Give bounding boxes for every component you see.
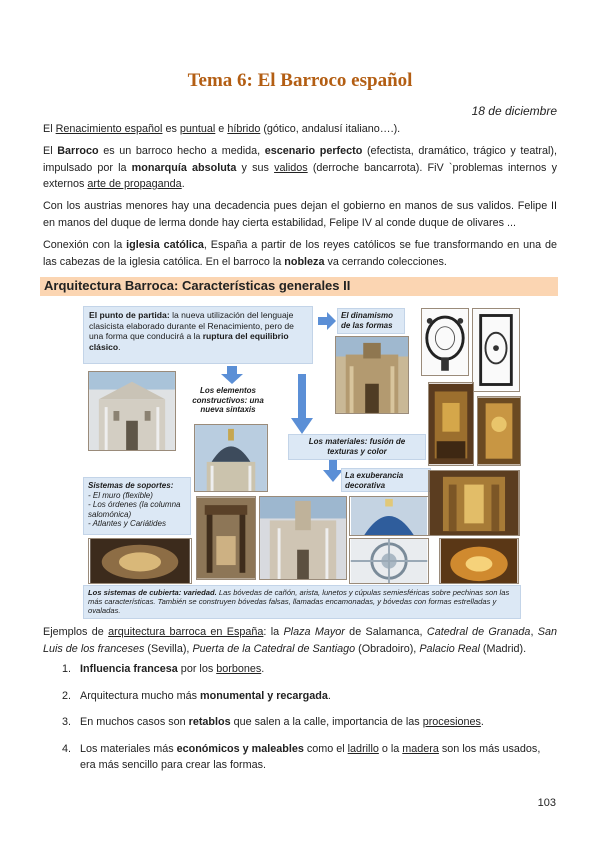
example-san-luis: San Luis de los franceses xyxy=(43,626,557,655)
text: Arquitectura mucho más xyxy=(80,689,201,702)
text: y sus xyxy=(236,161,275,174)
term-validos: validos xyxy=(274,161,308,174)
floor-plan-image xyxy=(472,308,520,392)
cover-heading: Los sistemas de cubierta: variedad. xyxy=(88,588,217,597)
text: . xyxy=(181,178,185,190)
list-number: 1. xyxy=(62,663,72,675)
supports-item: - El muro (flexible) xyxy=(88,490,153,500)
text: es xyxy=(162,123,180,135)
text: El xyxy=(43,145,58,157)
example-catedral-granada: Catedral de Granada xyxy=(426,626,531,638)
paragraph-renacimiento xyxy=(43,121,557,138)
exuberance-box: La exuberancia decorativa xyxy=(341,468,431,492)
list-item xyxy=(62,688,558,705)
text: , España a partir de los reyes católicos se fue transformando en una de las cabezas de la iglesia católica. En el barroco la xyxy=(43,239,557,268)
blue-dome-image xyxy=(349,496,429,536)
supports-title: Sistemas de soportes: xyxy=(88,481,174,490)
text: (Obradoiro), xyxy=(355,642,420,655)
text: En muchos casos son xyxy=(80,716,189,728)
text: (Madrid). xyxy=(479,642,527,655)
term-nobleza: nobleza xyxy=(284,255,325,268)
paragraph-iglesia xyxy=(43,237,557,270)
text: (efectista, dramático, trágico y teatral), impulsado por la xyxy=(43,145,558,174)
start-box-emphasis: ruptura del equilibrio clásico xyxy=(89,331,289,352)
vault-interior-image xyxy=(88,538,192,584)
text: (derroche bancarrota). FiV `problemas internos y externos xyxy=(43,161,557,190)
term-ladrillo: ladrillo xyxy=(347,742,379,755)
list-emphasis: retablos xyxy=(188,716,231,728)
term-borbones: borbones xyxy=(216,663,262,675)
text: por los xyxy=(177,663,217,675)
list-emphasis: Influencia francesa xyxy=(80,663,178,675)
section-header xyxy=(40,277,558,296)
murcia-cathedral-image xyxy=(259,496,347,580)
cupola-interior-image xyxy=(439,538,519,584)
list-item xyxy=(62,661,558,678)
materials-box: Los materiales: fusión de texturas y color xyxy=(288,434,426,460)
dynamism-box: El dinamismo de las formas xyxy=(337,308,405,334)
altar-interior-image xyxy=(428,382,474,466)
start-box-text: la nueva utilización del lenguaje clasicista elaborado durante el Renacimiento, pero de una forma que conducirá a la xyxy=(89,310,294,341)
term-barroco: Barroco xyxy=(57,145,99,157)
list-emphasis: económicos y maleables xyxy=(176,742,304,755)
start-box-heading: El punto de partida: xyxy=(89,310,170,320)
text: de Salamanca, xyxy=(344,626,427,638)
church-facade-image xyxy=(335,336,409,414)
paragraph-ejemplos xyxy=(43,624,557,657)
text: : la xyxy=(263,626,284,638)
arrow-down-icon xyxy=(221,366,243,384)
list-number: 2. xyxy=(62,689,72,702)
page-title: Tema 6: El Barroco español xyxy=(187,70,413,91)
term-propaganda: arte de propaganda xyxy=(87,178,182,190)
text: e xyxy=(215,123,228,135)
text: Conexión con la xyxy=(43,239,127,251)
list-emphasis: monumental y recargada xyxy=(200,689,328,702)
arrow-down-long-icon xyxy=(291,374,313,434)
list-number: 3. xyxy=(62,716,72,728)
text: como el xyxy=(303,742,348,755)
text: . xyxy=(261,663,265,675)
text: que salen a la calle, importancia de las xyxy=(230,716,423,728)
term-puntual: puntual xyxy=(179,123,216,135)
text: (Sevilla), xyxy=(144,642,193,655)
supports-item: - Los órdenes (la columna salomónica) xyxy=(88,500,181,519)
cover-systems-box xyxy=(83,585,521,619)
text: Ejemplos de xyxy=(43,626,109,638)
supports-box xyxy=(83,477,191,535)
example-palacio-real: Palacio Real xyxy=(419,642,480,655)
text: va cerrando colecciones. xyxy=(324,255,447,268)
ornate-chapel-image xyxy=(428,470,520,536)
paragraph-barroco xyxy=(43,143,557,193)
supports-item: - Atlantes y Cariátides xyxy=(88,519,166,529)
term-monarquia: monarquía absoluta xyxy=(131,161,237,174)
term-arquitectura: arquitectura barroca en España xyxy=(108,626,264,638)
cover-text: Las bóvedas de cañón, arista, lunetos y cúpulas semiesféricas sobre pechinas son las más características. También se construyen bóvedas falsas, llamadas encamonadas, y bóvedas con formas estrelladas y ovaladas. xyxy=(88,588,510,615)
dome-building-image xyxy=(194,424,268,492)
page-number: 103 xyxy=(537,797,556,809)
date-label: 18 de diciembre xyxy=(471,104,557,118)
text: Los materiales más xyxy=(80,742,177,755)
text: . xyxy=(327,689,331,702)
list-item xyxy=(62,714,558,731)
text: o la xyxy=(378,742,403,755)
example-plaza-mayor: Plaza Mayor xyxy=(283,626,345,638)
text: son los más usados, era más sencillo para crear las formas. xyxy=(80,742,541,771)
section-title: Arquitectura Barroca: Características generales II xyxy=(44,278,351,293)
paragraph-austrias: Con los austrias menores hay una decadencia pues dejan el gobierno en manos de sus validos. Felipe II en manos del duque de lerma donde hay cierta estabilidad, Felipe IV al conde duque de olivares ... xyxy=(43,200,557,229)
gesu-facade-image xyxy=(88,371,176,451)
architecture-figure xyxy=(83,304,521,620)
text: (gótico, andalusí italiano….). xyxy=(260,123,401,135)
retablo-detail-image xyxy=(477,396,521,466)
numbered-list xyxy=(62,661,558,784)
baldachin-image xyxy=(196,496,256,580)
arrow-right-icon xyxy=(318,312,336,330)
term-procesiones: procesiones xyxy=(422,716,481,728)
text: es un barroco hecho a medida, xyxy=(98,145,265,157)
term-escenario: escenario perfecto xyxy=(264,145,363,157)
floor-plan-oval-image xyxy=(421,308,469,376)
elements-box: Los elementos constructivos: una nueva sintaxis xyxy=(192,386,264,415)
start-box-end: . xyxy=(118,341,121,352)
term-iglesia: iglesia católica xyxy=(126,239,204,251)
start-box xyxy=(83,306,313,364)
text: El xyxy=(43,123,56,135)
list-item xyxy=(62,741,558,774)
example-puerta-santiago: Puerta de la Catedral de Santiago xyxy=(192,642,356,655)
text: . xyxy=(480,716,484,728)
term-madera: madera xyxy=(402,742,439,755)
term-hibrido: híbrido xyxy=(227,123,261,135)
term-renacimiento: Renacimiento español xyxy=(55,123,163,135)
list-number: 4. xyxy=(62,742,72,755)
ceiling-pattern-image xyxy=(349,538,429,584)
text: , xyxy=(530,626,538,638)
